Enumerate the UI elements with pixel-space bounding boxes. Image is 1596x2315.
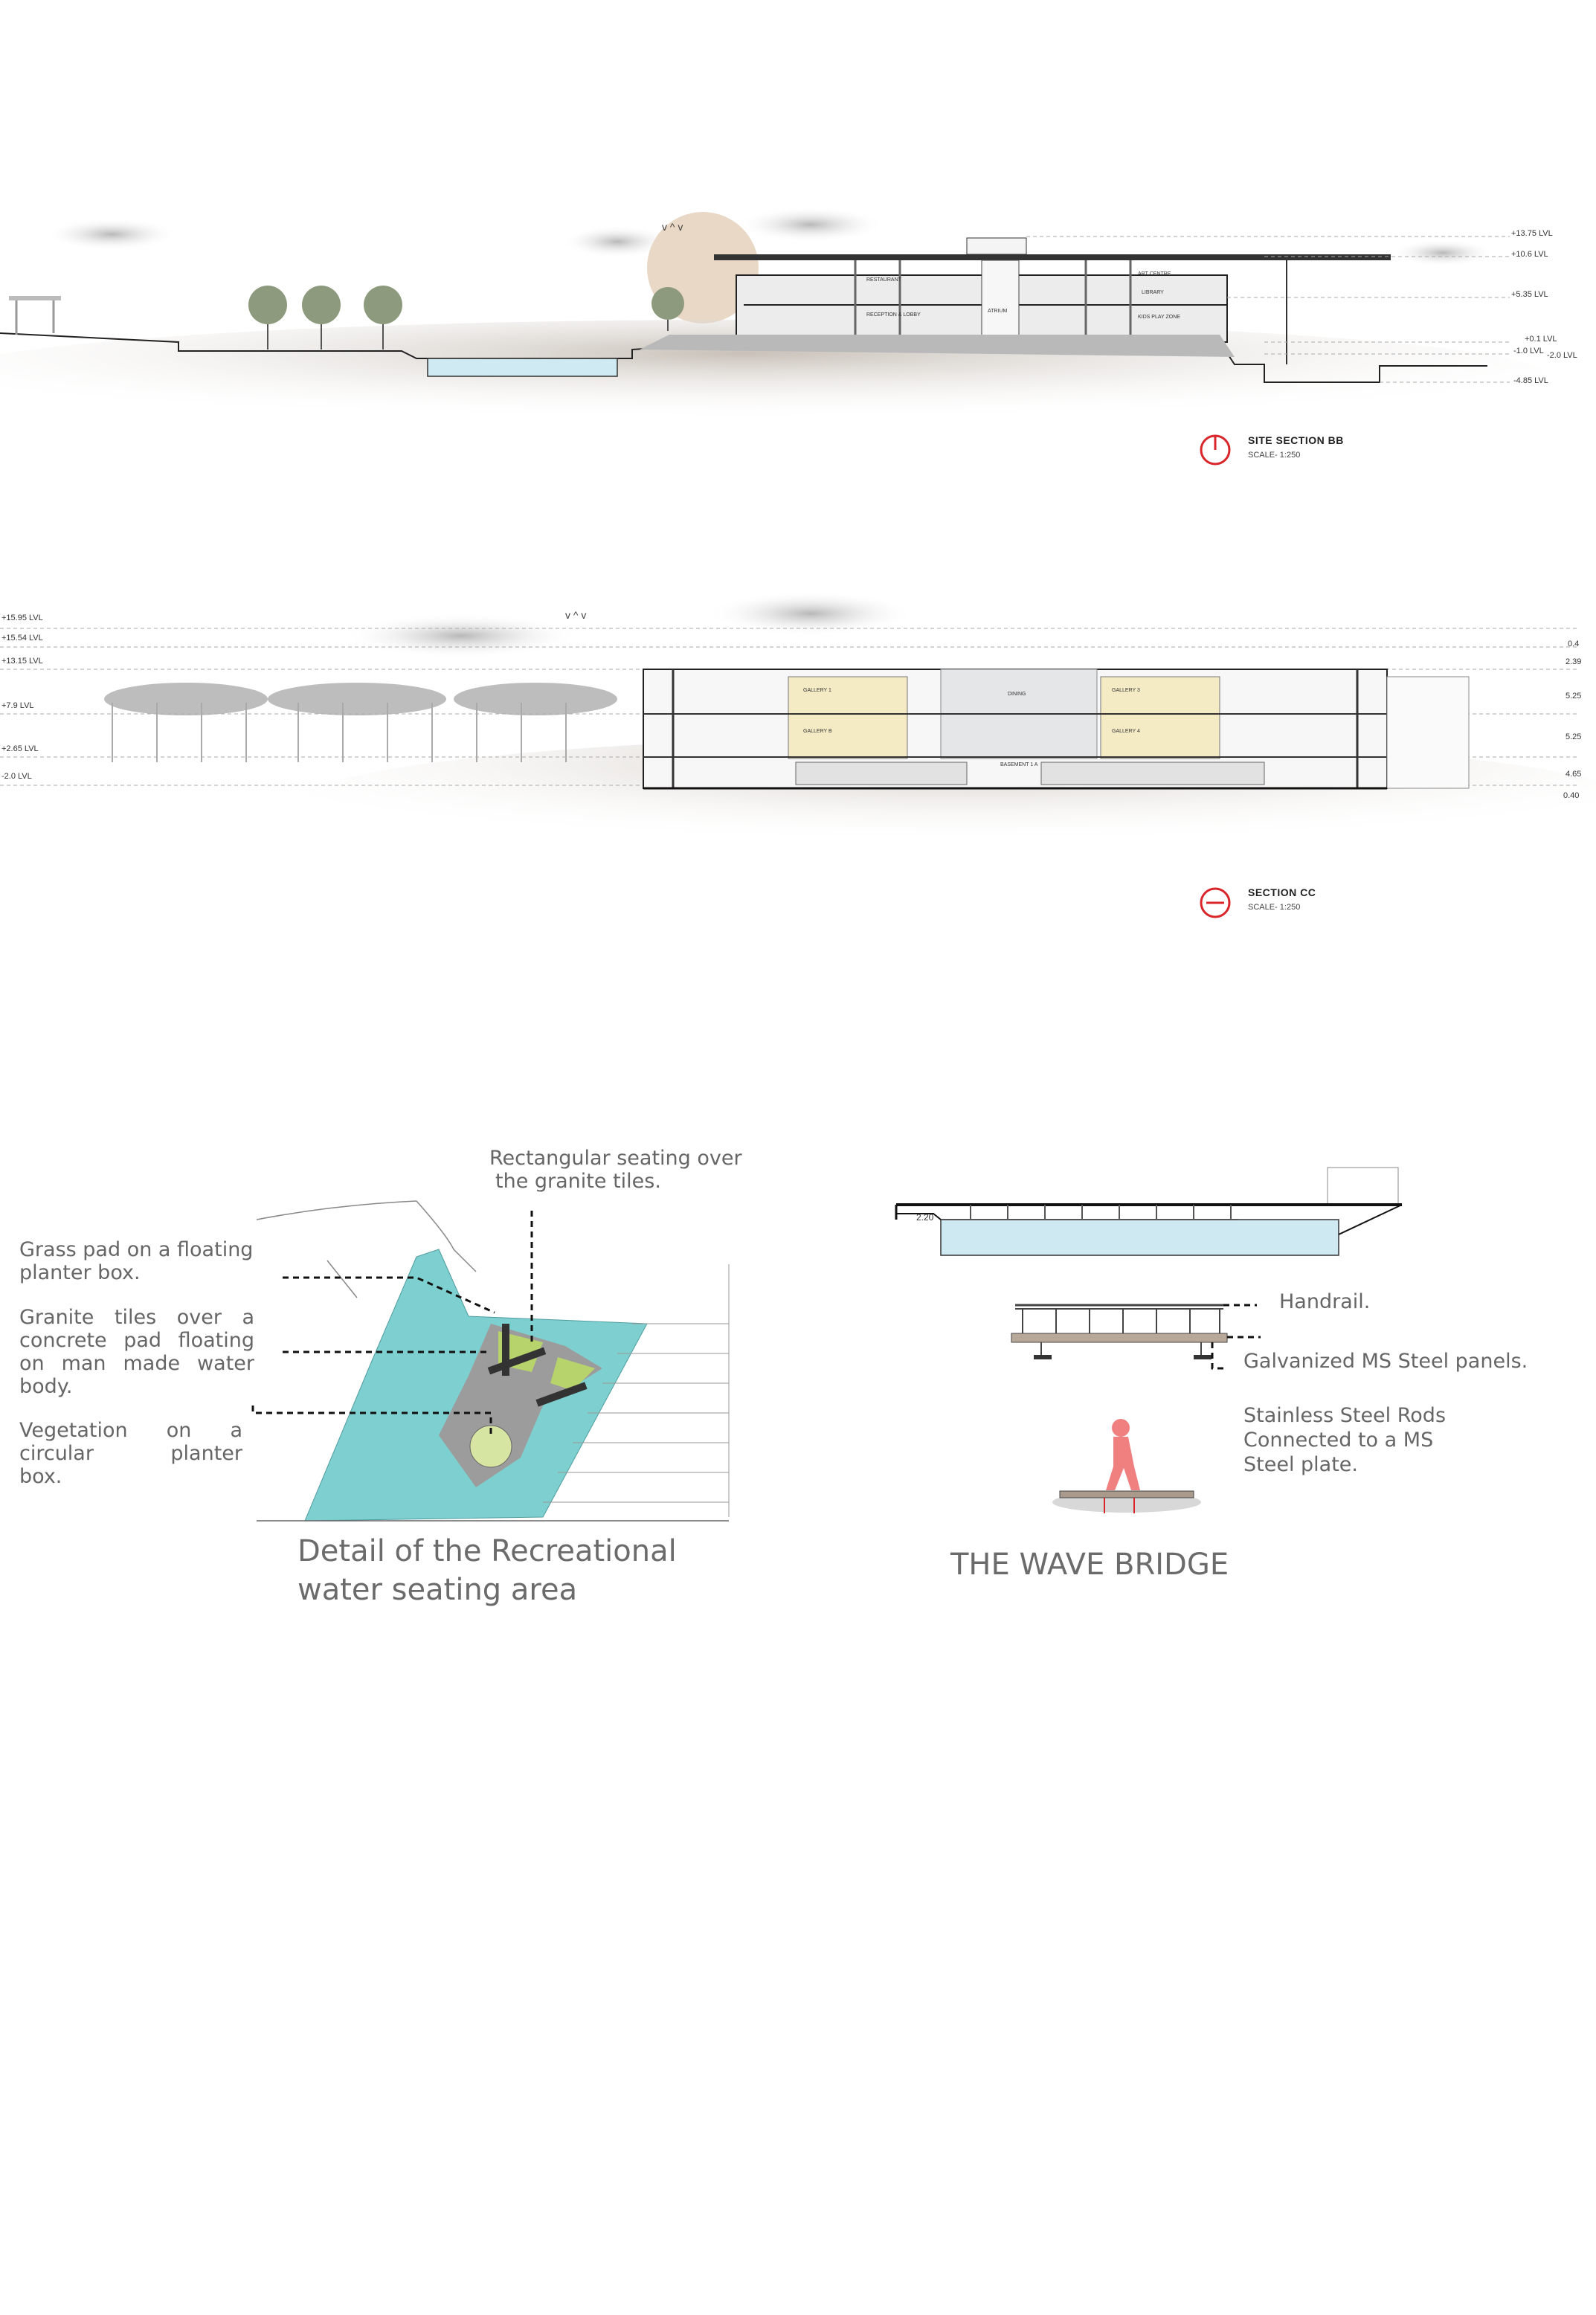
note-grass-pad: Grass pad on a floating planter box. bbox=[19, 1238, 254, 1284]
seating-detail-caption: Detail of the Recreational water seating area bbox=[297, 1534, 677, 1607]
water-channel bbox=[941, 1220, 1339, 1255]
note-vegetation: Vegetation on a circular planter box. bbox=[19, 1419, 242, 1488]
level-label: +15.54 LVL bbox=[1, 634, 43, 643]
bridge-dim-label: 2.20 bbox=[916, 1212, 934, 1223]
room-label: GALLERY 3 bbox=[1112, 688, 1140, 693]
site-section-bb bbox=[0, 201, 1596, 483]
section-bb-scale: SCALE- 1:250 bbox=[1248, 451, 1301, 460]
section-marker-cc-icon bbox=[1199, 886, 1232, 919]
room-label: GALLERY 4 bbox=[1112, 729, 1140, 734]
room-label: ATRIUM bbox=[988, 309, 1008, 314]
bridge-detail bbox=[1011, 1305, 1227, 1359]
note-handrail: Handrail. bbox=[1279, 1290, 1371, 1313]
dim-label: 0.40 bbox=[1563, 791, 1580, 800]
section-cc-scale: SCALE- 1:250 bbox=[1248, 903, 1301, 912]
level-label: +7.9 LVL bbox=[1, 701, 34, 710]
room-label: GALLERY B bbox=[803, 729, 832, 734]
wave-bridge-caption: THE WAVE BRIDGE bbox=[950, 1548, 1229, 1582]
birds: v ^ v bbox=[662, 221, 683, 233]
room-label: BASEMENT 1 A bbox=[1000, 762, 1038, 767]
building-cc bbox=[643, 669, 1469, 788]
birds: v ^ v bbox=[565, 609, 587, 621]
level-label: -2.0 LVL bbox=[1547, 351, 1577, 360]
room-label: DINING bbox=[1008, 692, 1026, 697]
level-label: -4.85 LVL bbox=[1513, 376, 1548, 385]
cloud bbox=[736, 207, 885, 242]
section-marker-bb-icon bbox=[1199, 434, 1232, 466]
level-label: -1.0 LVL bbox=[1513, 347, 1544, 355]
room-label: ART CENTRE bbox=[1138, 271, 1171, 277]
room-label: LIBRARY bbox=[1142, 290, 1164, 295]
room-label: RECEPTION & LOBBY bbox=[866, 312, 921, 318]
level-label: +0.1 LVL bbox=[1525, 335, 1557, 344]
level-label: +13.75 LVL bbox=[1511, 229, 1553, 238]
forest bbox=[104, 683, 617, 762]
cloud bbox=[342, 614, 580, 658]
section-bb-title: SITE SECTION BB bbox=[1248, 434, 1344, 446]
cloud bbox=[707, 591, 915, 636]
note-steel-rods: Stainless Steel Rods Connected to a MS Steel plate. bbox=[1243, 1404, 1447, 1476]
pool bbox=[428, 358, 617, 376]
dim-label: 5.25 bbox=[1566, 692, 1582, 701]
level-label: +15.95 LVL bbox=[1, 614, 43, 622]
section-cc-drawing bbox=[0, 580, 1596, 892]
seating-plan-drawing bbox=[245, 1190, 736, 1524]
section-cc bbox=[0, 580, 1596, 892]
level-label: +13.15 LVL bbox=[1, 657, 43, 666]
level-label: +10.6 LVL bbox=[1511, 250, 1548, 259]
pergola bbox=[9, 296, 61, 300]
section-cc-title: SECTION CC bbox=[1248, 886, 1316, 898]
dim-label: 2.39 bbox=[1566, 657, 1582, 666]
dim-label: 4.65 bbox=[1566, 770, 1582, 779]
level-label: +2.65 LVL bbox=[1, 744, 39, 753]
section-bb-drawing bbox=[0, 201, 1596, 483]
cloud bbox=[45, 218, 178, 251]
dim-label: 0.4 bbox=[1568, 640, 1580, 648]
room-label: KIDS PLAY ZONE bbox=[1138, 315, 1180, 320]
person-figure bbox=[1052, 1419, 1201, 1513]
level-label: -2.0 LVL bbox=[1, 772, 32, 781]
note-steel-panels: Galvanized MS Steel panels. bbox=[1243, 1350, 1528, 1373]
dim-label: 5.25 bbox=[1566, 733, 1582, 741]
note-granite-tiles: Granite tiles over a concrete pad floating on man made water body. bbox=[19, 1306, 254, 1398]
note-rectangular-seating: Rectangular seating over the granite tiles. bbox=[489, 1147, 742, 1193]
level-label: +5.35 LVL bbox=[1511, 290, 1548, 299]
room-label: RESTAURANT bbox=[866, 277, 901, 283]
room-label: GALLERY 1 bbox=[803, 688, 831, 693]
cloud bbox=[1391, 239, 1495, 266]
